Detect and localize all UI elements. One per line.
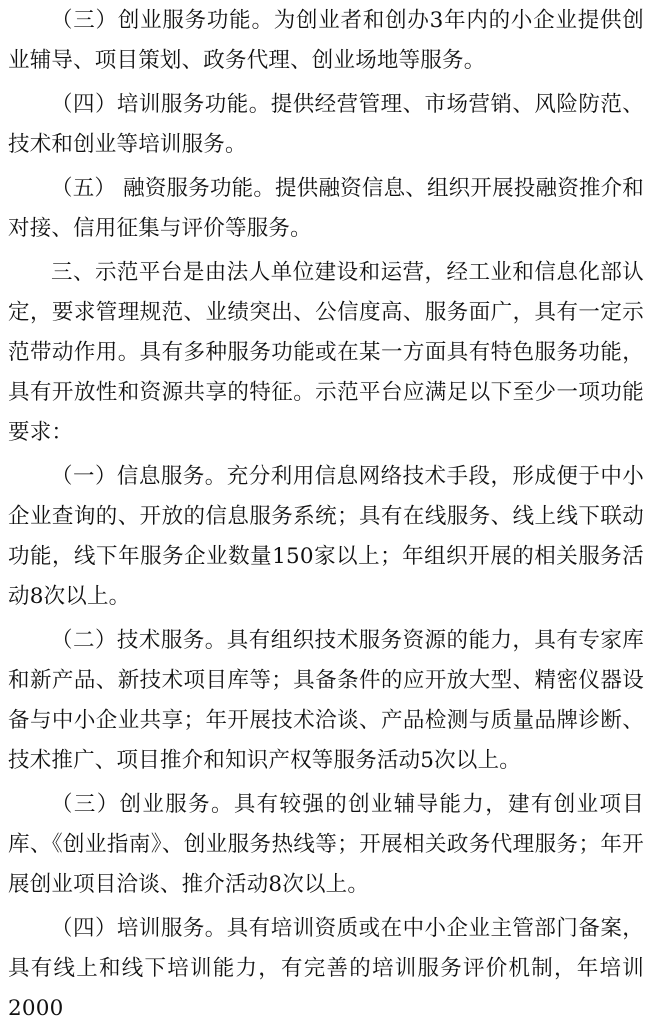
paragraph-information-service: （一）信息服务。充分利用信息网络技术手段，形成便于中小企业查询的、开放的信息服务系统；具有在线服务、线上线下联动功能，线下年服务企业数量150家以上；年组织开展的相关服务活动8次以上。 <box>8 464 644 609</box>
paragraph-financing-function: （五） 融资服务功能。提供融资信息、组织开展投融资推介和对接、信用征集与评价等服务。 <box>8 176 644 241</box>
paragraph-startup-service: （三）创业服务。具有较强的创业辅导能力，建有创业项目库、《创业指南》、创业服务热线等；开展相关政务代理服务；年开展创业项目洽谈、推介活动8次以上。 <box>8 792 644 897</box>
paragraph-training-function: （四）培训服务功能。提供经营管理、市场营销、风险防范、技术和创业等培训服务。 <box>8 92 644 157</box>
paragraph-startup-function: （三）创业服务功能。为创业者和创办3年内的小企业提供创业辅导、项目策划、政务代理、创业场地等服务。 <box>8 8 644 73</box>
paragraph-training-service: （四）培训服务。具有培训资质或在中小企业主管部门备案，具有线上和线下培训能力，有完善的培训服务评价机制，年培训2000 <box>8 916 644 1021</box>
paragraph-demo-platform: 三、示范平台是由法人单位建设和运营，经工业和信息化部认定，要求管理规范、业绩突出、公信度高、服务面广，具有一定示范带动作用。具有多种服务功能或在某一方面具有特色服务功能，具有开放性和资源共享的特征。示范平台应满足以下至少一项功能要求： <box>8 260 644 445</box>
document-page <box>8 0 644 1021</box>
paragraph-technical-service: （二）技术服务。具有组织技术服务资源的能力，具有专家库和新产品、新技术项目库等；具备条件的应开放大型、精密仪器设备与中小企业共享；年开展技术洽谈、产品检测与质量品牌诊断、技术推广、项目推介和知识产权等服务活动5次以上。 <box>8 628 644 773</box>
